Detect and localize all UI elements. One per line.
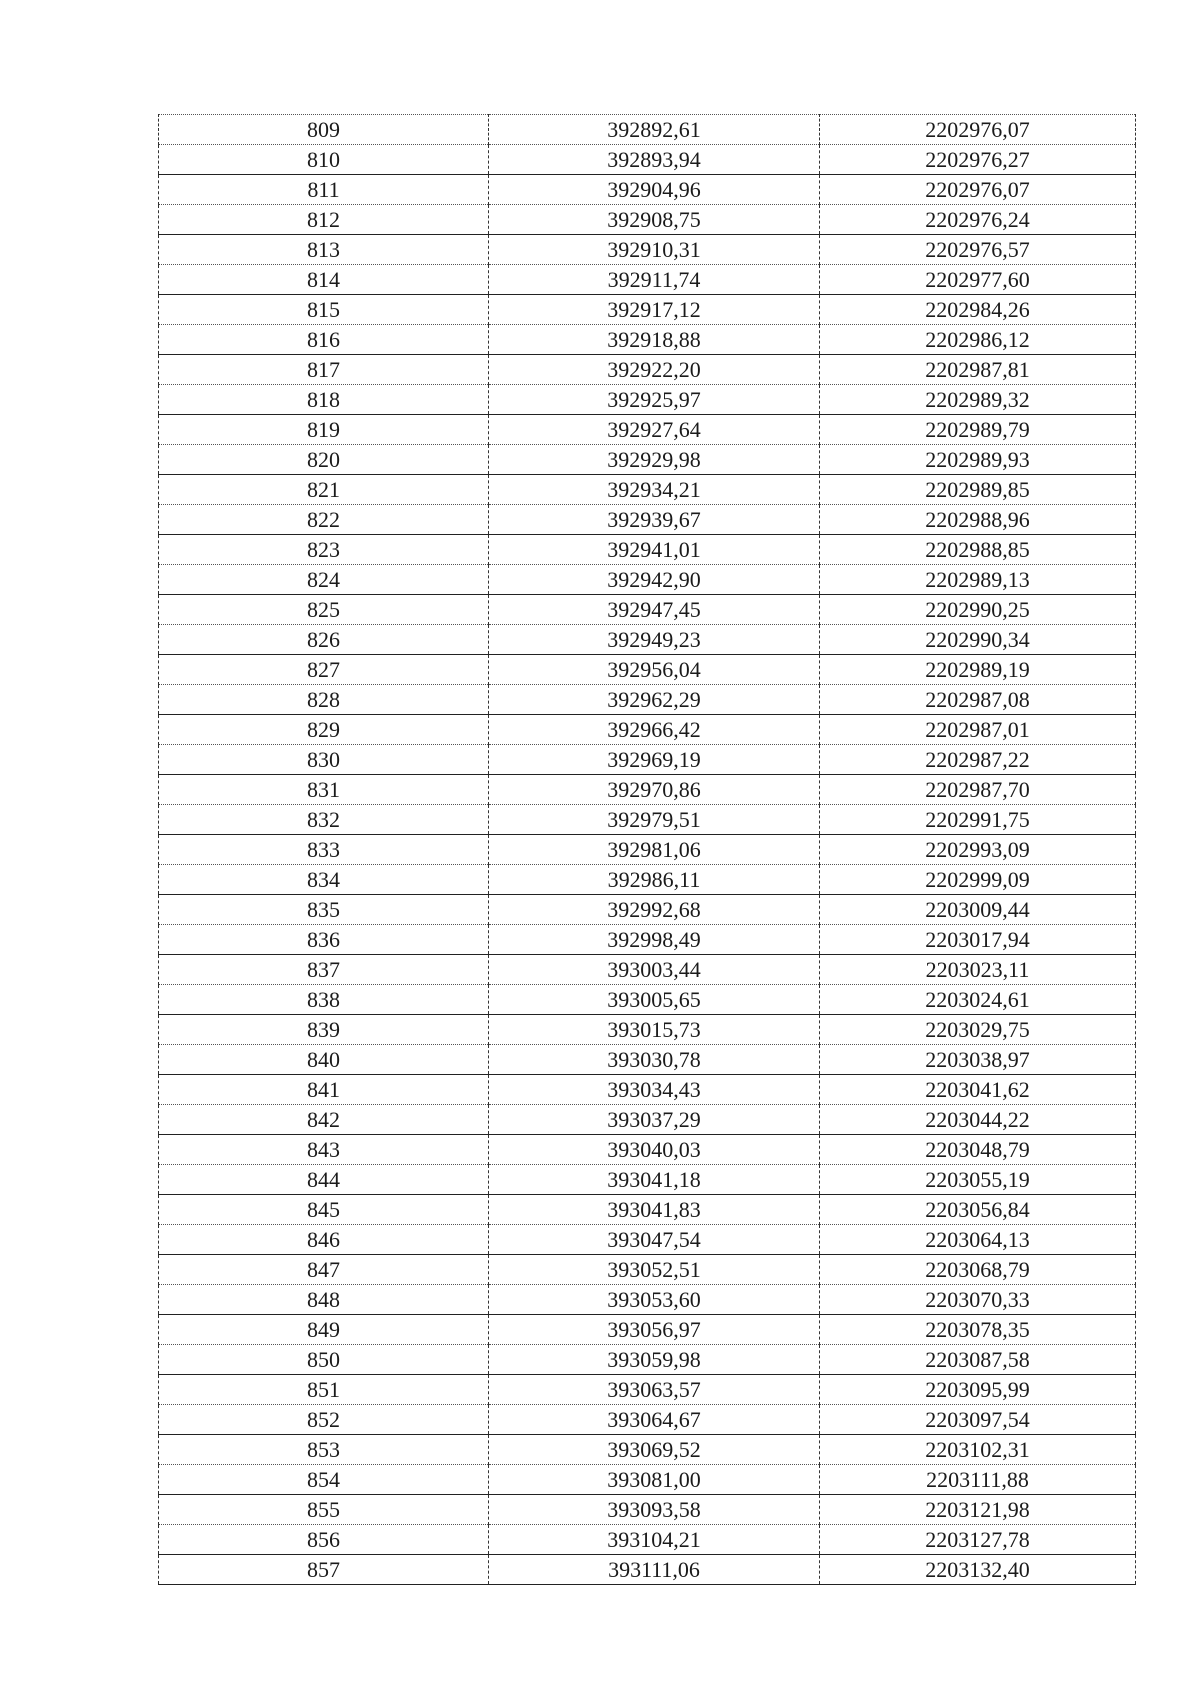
point-number-cell: 834 [159, 865, 489, 895]
table-row [159, 985, 1136, 1015]
x-coordinate-cell: 393059,98 [489, 1345, 820, 1375]
table-row [159, 1375, 1136, 1405]
table-row [159, 625, 1136, 655]
x-coordinate-cell: 392929,98 [489, 445, 820, 475]
y-coordinate-cell: 2203023,11 [820, 955, 1136, 985]
x-coordinate-cell: 393052,51 [489, 1255, 820, 1285]
point-number-cell: 849 [159, 1315, 489, 1345]
table-row [159, 1105, 1136, 1135]
table-row [159, 1195, 1136, 1225]
y-coordinate-cell: 2203127,78 [820, 1525, 1136, 1555]
x-coordinate-cell: 392892,61 [489, 115, 820, 145]
x-coordinate-cell: 392949,23 [489, 625, 820, 655]
y-coordinate-cell: 2202989,79 [820, 415, 1136, 445]
table-row [159, 145, 1136, 175]
point-number-cell: 857 [159, 1555, 489, 1585]
y-coordinate-cell: 2202989,13 [820, 565, 1136, 595]
point-number-cell: 811 [159, 175, 489, 205]
x-coordinate-cell: 393041,83 [489, 1195, 820, 1225]
x-coordinate-cell: 392918,88 [489, 325, 820, 355]
x-coordinate-cell: 392910,31 [489, 235, 820, 265]
x-coordinate-cell: 392939,67 [489, 505, 820, 535]
y-coordinate-cell: 2202987,08 [820, 685, 1136, 715]
table-row [159, 1555, 1136, 1585]
x-coordinate-cell: 393104,21 [489, 1525, 820, 1555]
x-coordinate-cell: 392941,01 [489, 535, 820, 565]
point-number-cell: 844 [159, 1165, 489, 1195]
y-coordinate-cell: 2203121,98 [820, 1495, 1136, 1525]
point-number-cell: 820 [159, 445, 489, 475]
point-number-cell: 829 [159, 715, 489, 745]
table-row [159, 415, 1136, 445]
y-coordinate-cell: 2202976,57 [820, 235, 1136, 265]
x-coordinate-cell: 393005,65 [489, 985, 820, 1015]
table-row [159, 1345, 1136, 1375]
table-row [159, 1075, 1136, 1105]
table-row [159, 1225, 1136, 1255]
x-coordinate-cell: 392969,19 [489, 745, 820, 775]
x-coordinate-cell: 392925,97 [489, 385, 820, 415]
point-number-cell: 843 [159, 1135, 489, 1165]
table-row [159, 355, 1136, 385]
x-coordinate-cell: 392911,74 [489, 265, 820, 295]
point-number-cell: 823 [159, 535, 489, 565]
x-coordinate-cell: 392966,42 [489, 715, 820, 745]
x-coordinate-cell: 392970,86 [489, 775, 820, 805]
y-coordinate-cell: 2202989,93 [820, 445, 1136, 475]
table-row [159, 1315, 1136, 1345]
x-coordinate-cell: 393037,29 [489, 1105, 820, 1135]
y-coordinate-cell: 2203009,44 [820, 895, 1136, 925]
point-number-cell: 847 [159, 1255, 489, 1285]
point-number-cell: 838 [159, 985, 489, 1015]
y-coordinate-cell: 2202976,07 [820, 115, 1136, 145]
point-number-cell: 828 [159, 685, 489, 715]
x-coordinate-cell: 393053,60 [489, 1285, 820, 1315]
coordinates-table [158, 114, 1136, 1585]
point-number-cell: 816 [159, 325, 489, 355]
y-coordinate-cell: 2203024,61 [820, 985, 1136, 1015]
x-coordinate-cell: 393064,67 [489, 1405, 820, 1435]
y-coordinate-cell: 2202986,12 [820, 325, 1136, 355]
table-row [159, 895, 1136, 925]
table-row [159, 1015, 1136, 1045]
point-number-cell: 815 [159, 295, 489, 325]
point-number-cell: 848 [159, 1285, 489, 1315]
table-row [159, 385, 1136, 415]
table-row [159, 235, 1136, 265]
x-coordinate-cell: 392962,29 [489, 685, 820, 715]
y-coordinate-cell: 2202999,09 [820, 865, 1136, 895]
table-row [159, 805, 1136, 835]
y-coordinate-cell: 2202990,25 [820, 595, 1136, 625]
table-row [159, 535, 1136, 565]
x-coordinate-cell: 393081,00 [489, 1465, 820, 1495]
x-coordinate-cell: 393034,43 [489, 1075, 820, 1105]
table-row [159, 445, 1136, 475]
y-coordinate-cell: 2203078,35 [820, 1315, 1136, 1345]
y-coordinate-cell: 2202989,85 [820, 475, 1136, 505]
point-number-cell: 837 [159, 955, 489, 985]
y-coordinate-cell: 2202991,75 [820, 805, 1136, 835]
point-number-cell: 830 [159, 745, 489, 775]
x-coordinate-cell: 392979,51 [489, 805, 820, 835]
point-number-cell: 853 [159, 1435, 489, 1465]
table-row [159, 115, 1136, 145]
x-coordinate-cell: 392908,75 [489, 205, 820, 235]
x-coordinate-cell: 392904,96 [489, 175, 820, 205]
x-coordinate-cell: 392986,11 [489, 865, 820, 895]
table-row [159, 565, 1136, 595]
table-row [159, 1285, 1136, 1315]
table-row [159, 505, 1136, 535]
table-row [159, 685, 1136, 715]
point-number-cell: 851 [159, 1375, 489, 1405]
table-row [159, 1255, 1136, 1285]
coordinates-table-body [159, 115, 1136, 1585]
x-coordinate-cell: 392992,68 [489, 895, 820, 925]
table-row [159, 1465, 1136, 1495]
x-coordinate-cell: 393041,18 [489, 1165, 820, 1195]
y-coordinate-cell: 2202976,24 [820, 205, 1136, 235]
y-coordinate-cell: 2203041,62 [820, 1075, 1136, 1105]
point-number-cell: 812 [159, 205, 489, 235]
table-row [159, 955, 1136, 985]
y-coordinate-cell: 2202976,07 [820, 175, 1136, 205]
y-coordinate-cell: 2202984,26 [820, 295, 1136, 325]
table-row [159, 865, 1136, 895]
table-row [159, 715, 1136, 745]
point-number-cell: 855 [159, 1495, 489, 1525]
x-coordinate-cell: 393063,57 [489, 1375, 820, 1405]
table-row [159, 175, 1136, 205]
table-row [159, 835, 1136, 865]
table-row [159, 775, 1136, 805]
point-number-cell: 832 [159, 805, 489, 835]
table-row [159, 1045, 1136, 1075]
table-row [159, 475, 1136, 505]
point-number-cell: 810 [159, 145, 489, 175]
point-number-cell: 819 [159, 415, 489, 445]
table-row [159, 1525, 1136, 1555]
y-coordinate-cell: 2203017,94 [820, 925, 1136, 955]
table-row [159, 1135, 1136, 1165]
point-number-cell: 818 [159, 385, 489, 415]
x-coordinate-cell: 392934,21 [489, 475, 820, 505]
y-coordinate-cell: 2202987,70 [820, 775, 1136, 805]
y-coordinate-cell: 2203102,31 [820, 1435, 1136, 1465]
y-coordinate-cell: 2203048,79 [820, 1135, 1136, 1165]
x-coordinate-cell: 392947,45 [489, 595, 820, 625]
x-coordinate-cell: 393069,52 [489, 1435, 820, 1465]
point-number-cell: 809 [159, 115, 489, 145]
y-coordinate-cell: 2203056,84 [820, 1195, 1136, 1225]
x-coordinate-cell: 393003,44 [489, 955, 820, 985]
table-row [159, 325, 1136, 355]
table-row [159, 1405, 1136, 1435]
y-coordinate-cell: 2203111,88 [820, 1465, 1136, 1495]
y-coordinate-cell: 2203029,75 [820, 1015, 1136, 1045]
y-coordinate-cell: 2203087,58 [820, 1345, 1136, 1375]
point-number-cell: 854 [159, 1465, 489, 1495]
y-coordinate-cell: 2202990,34 [820, 625, 1136, 655]
y-coordinate-cell: 2202989,19 [820, 655, 1136, 685]
x-coordinate-cell: 393047,54 [489, 1225, 820, 1255]
x-coordinate-cell: 392956,04 [489, 655, 820, 685]
y-coordinate-cell: 2202977,60 [820, 265, 1136, 295]
y-coordinate-cell: 2202988,85 [820, 535, 1136, 565]
x-coordinate-cell: 392927,64 [489, 415, 820, 445]
point-number-cell: 852 [159, 1405, 489, 1435]
table-row [159, 1435, 1136, 1465]
point-number-cell: 824 [159, 565, 489, 595]
point-number-cell: 845 [159, 1195, 489, 1225]
y-coordinate-cell: 2202987,22 [820, 745, 1136, 775]
point-number-cell: 840 [159, 1045, 489, 1075]
y-coordinate-cell: 2203070,33 [820, 1285, 1136, 1315]
y-coordinate-cell: 2203044,22 [820, 1105, 1136, 1135]
y-coordinate-cell: 2202987,01 [820, 715, 1136, 745]
point-number-cell: 831 [159, 775, 489, 805]
y-coordinate-cell: 2203132,40 [820, 1555, 1136, 1585]
table-row [159, 265, 1136, 295]
point-number-cell: 850 [159, 1345, 489, 1375]
point-number-cell: 817 [159, 355, 489, 385]
y-coordinate-cell: 2203064,13 [820, 1225, 1136, 1255]
point-number-cell: 825 [159, 595, 489, 625]
x-coordinate-cell: 393093,58 [489, 1495, 820, 1525]
y-coordinate-cell: 2203068,79 [820, 1255, 1136, 1285]
point-number-cell: 822 [159, 505, 489, 535]
table-row [159, 745, 1136, 775]
table-row [159, 1495, 1136, 1525]
x-coordinate-cell: 392942,90 [489, 565, 820, 595]
point-number-cell: 835 [159, 895, 489, 925]
table-row [159, 925, 1136, 955]
x-coordinate-cell: 392922,20 [489, 355, 820, 385]
point-number-cell: 842 [159, 1105, 489, 1135]
x-coordinate-cell: 392998,49 [489, 925, 820, 955]
y-coordinate-cell: 2202993,09 [820, 835, 1136, 865]
y-coordinate-cell: 2203097,54 [820, 1405, 1136, 1435]
table-row [159, 295, 1136, 325]
x-coordinate-cell: 393040,03 [489, 1135, 820, 1165]
y-coordinate-cell: 2203055,19 [820, 1165, 1136, 1195]
x-coordinate-cell: 392917,12 [489, 295, 820, 325]
table-row [159, 655, 1136, 685]
y-coordinate-cell: 2202987,81 [820, 355, 1136, 385]
table-row [159, 595, 1136, 625]
x-coordinate-cell: 393030,78 [489, 1045, 820, 1075]
table-row [159, 1165, 1136, 1195]
table-row [159, 205, 1136, 235]
point-number-cell: 821 [159, 475, 489, 505]
x-coordinate-cell: 393015,73 [489, 1015, 820, 1045]
point-number-cell: 856 [159, 1525, 489, 1555]
x-coordinate-cell: 393056,97 [489, 1315, 820, 1345]
y-coordinate-cell: 2203095,99 [820, 1375, 1136, 1405]
x-coordinate-cell: 392893,94 [489, 145, 820, 175]
point-number-cell: 833 [159, 835, 489, 865]
point-number-cell: 839 [159, 1015, 489, 1045]
point-number-cell: 813 [159, 235, 489, 265]
point-number-cell: 826 [159, 625, 489, 655]
point-number-cell: 827 [159, 655, 489, 685]
y-coordinate-cell: 2202989,32 [820, 385, 1136, 415]
point-number-cell: 814 [159, 265, 489, 295]
point-number-cell: 841 [159, 1075, 489, 1105]
y-coordinate-cell: 2202976,27 [820, 145, 1136, 175]
y-coordinate-cell: 2202988,96 [820, 505, 1136, 535]
point-number-cell: 836 [159, 925, 489, 955]
point-number-cell: 846 [159, 1225, 489, 1255]
x-coordinate-cell: 393111,06 [489, 1555, 820, 1585]
x-coordinate-cell: 392981,06 [489, 835, 820, 865]
y-coordinate-cell: 2203038,97 [820, 1045, 1136, 1075]
